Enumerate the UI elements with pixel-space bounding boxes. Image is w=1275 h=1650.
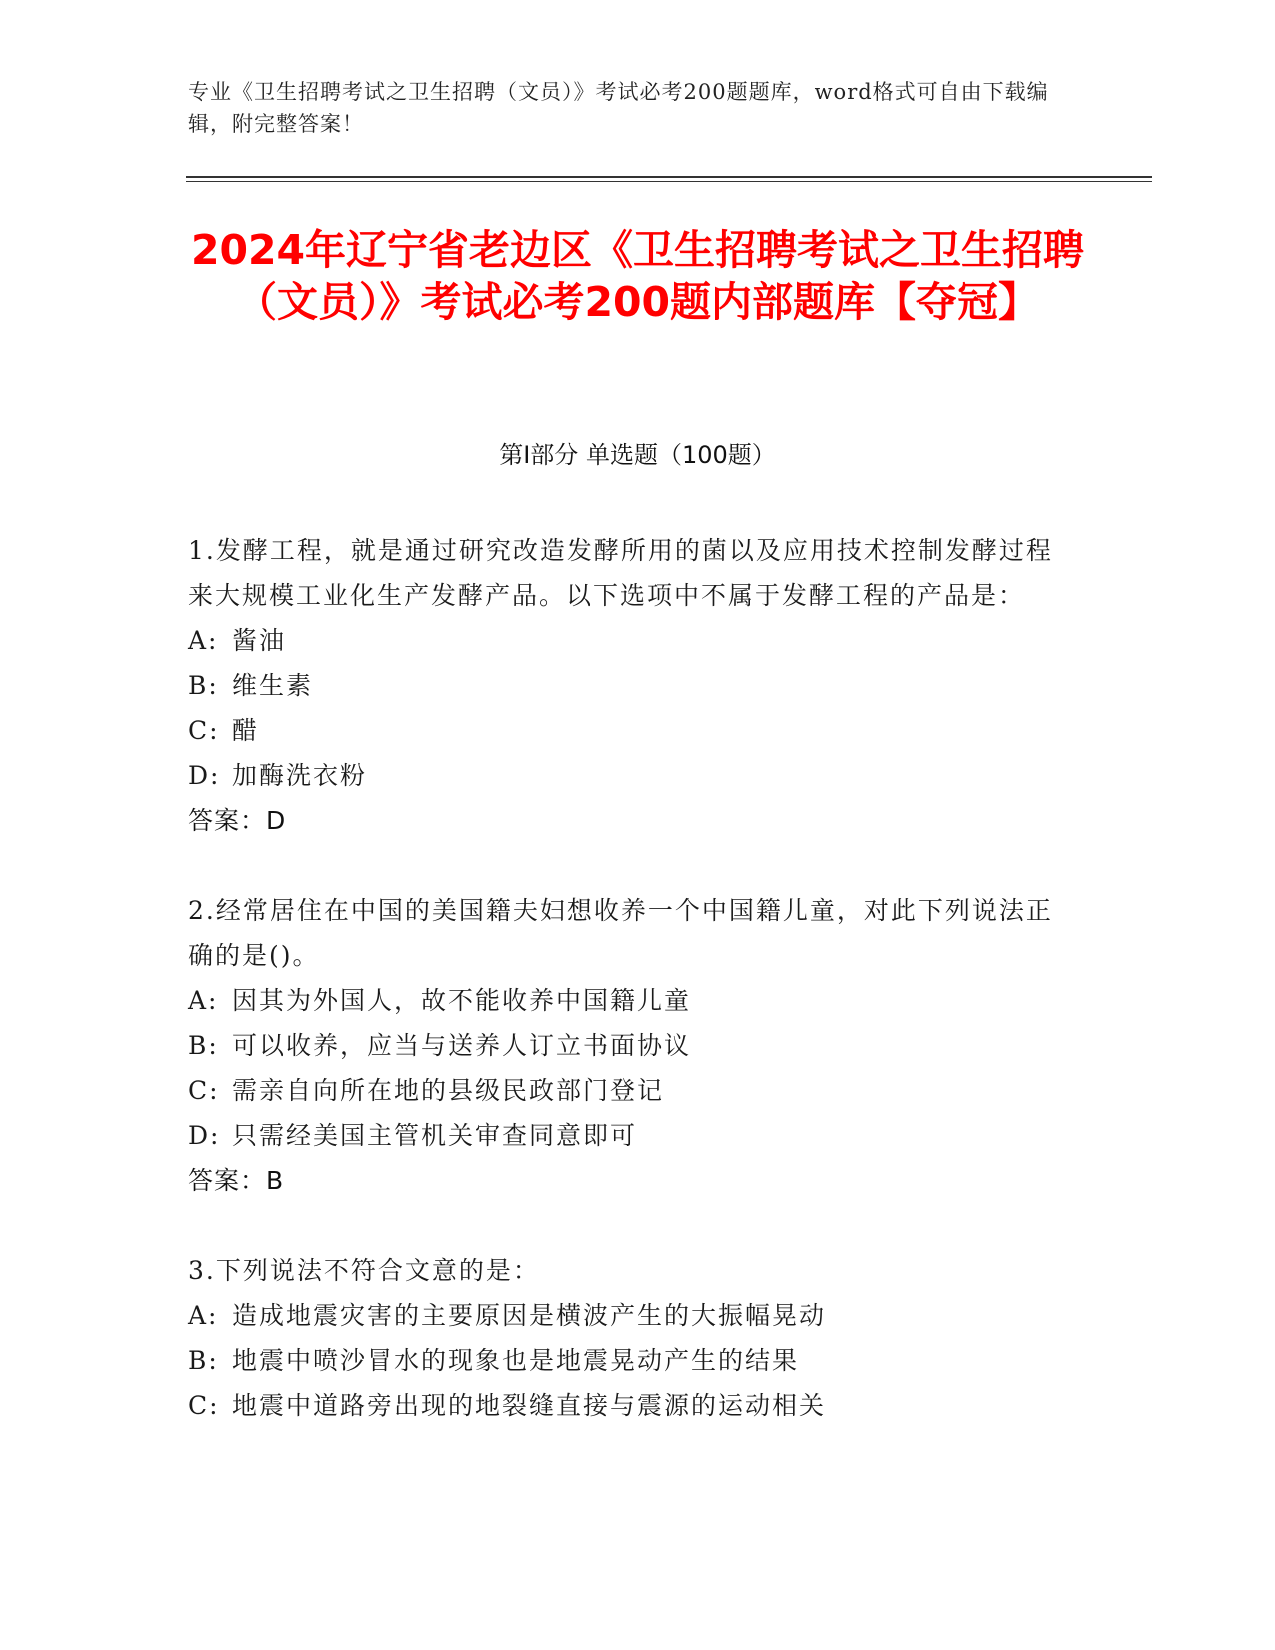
option-text: 醋	[232, 716, 260, 745]
question-1	[188, 528, 1068, 843]
answer-line	[188, 798, 1068, 843]
option-a	[188, 1293, 1068, 1338]
option-b	[188, 663, 1068, 708]
option-b	[188, 1338, 1068, 1383]
option-letter: C:	[188, 716, 220, 745]
option-letter: B:	[188, 1346, 219, 1375]
option-text: 可以收养，应当与送养人订立书面协议	[232, 1031, 692, 1060]
option-letter: B:	[188, 1031, 219, 1060]
option-text: 地震中道路旁出现的地裂缝直接与震源的运动相关	[232, 1391, 827, 1420]
option-text: 造成地震灾害的主要原因是横波产生的大振幅晃动	[232, 1301, 827, 1330]
question-stem: 1.发酵工程，就是通过研究改造发酵所用的菌以及应用技术控制发酵过程来大规模工业化生产发酵产品。以下选项中不属于发酵工程的产品是：	[188, 536, 1053, 610]
option-c	[188, 1383, 1068, 1428]
question-stem: 2.经常居住在中国的美国籍夫妇想收养一个中国籍儿童，对此下列说法正确的是()。	[188, 896, 1053, 970]
option-text: 酱油	[232, 626, 287, 655]
option-letter: D:	[188, 761, 221, 790]
option-d	[188, 1113, 1068, 1158]
option-c	[188, 708, 1068, 753]
option-letter: C:	[188, 1076, 220, 1105]
option-b	[188, 1023, 1068, 1068]
answer-label: 答案：	[188, 1166, 267, 1195]
question-2	[188, 888, 1068, 1203]
option-letter: A:	[188, 626, 219, 655]
option-letter: A:	[188, 1301, 219, 1330]
option-letter: C:	[188, 1391, 220, 1420]
question-list	[188, 528, 1068, 1428]
option-a	[188, 978, 1068, 1023]
option-letter: D:	[188, 1121, 221, 1150]
document-title: 2024年辽宁省老边区《卫生招聘考试之卫生招聘（文员）》考试必考200题内部题库【夺冠】	[190, 226, 1085, 326]
answer-value: D	[266, 806, 287, 835]
option-text: 加酶洗衣粉	[232, 761, 368, 790]
question-stem: 3.下列说法不符合文意的是：	[188, 1256, 540, 1285]
option-text: 地震中喷沙冒水的现象也是地震晃动产生的结果	[232, 1346, 800, 1375]
option-text: 因其为外国人，故不能收养中国籍儿童	[232, 986, 692, 1015]
option-text: 维生素	[232, 671, 314, 700]
option-letter: A:	[188, 986, 219, 1015]
option-a	[188, 618, 1068, 663]
option-letter: B:	[188, 671, 219, 700]
question-3	[188, 1248, 1068, 1428]
answer-value: B	[266, 1166, 285, 1195]
section-title: 第I部分 单选题（100题）	[499, 441, 776, 469]
header-note: 专业《卫生招聘考试之卫生招聘（文员）》考试必考200题题库，word格式可自由下载编辑，附完整答案！	[188, 80, 1049, 136]
answer-label: 答案：	[188, 806, 267, 835]
option-text: 需亲自向所在地的县级民政部门登记	[232, 1076, 665, 1105]
header-rule-thick	[186, 176, 1152, 178]
option-c	[188, 1068, 1068, 1113]
option-d	[188, 753, 1068, 798]
answer-line	[188, 1158, 1068, 1203]
option-text: 只需经美国主管机关审查同意即可	[232, 1121, 638, 1150]
header-rule-thin	[186, 181, 1152, 182]
